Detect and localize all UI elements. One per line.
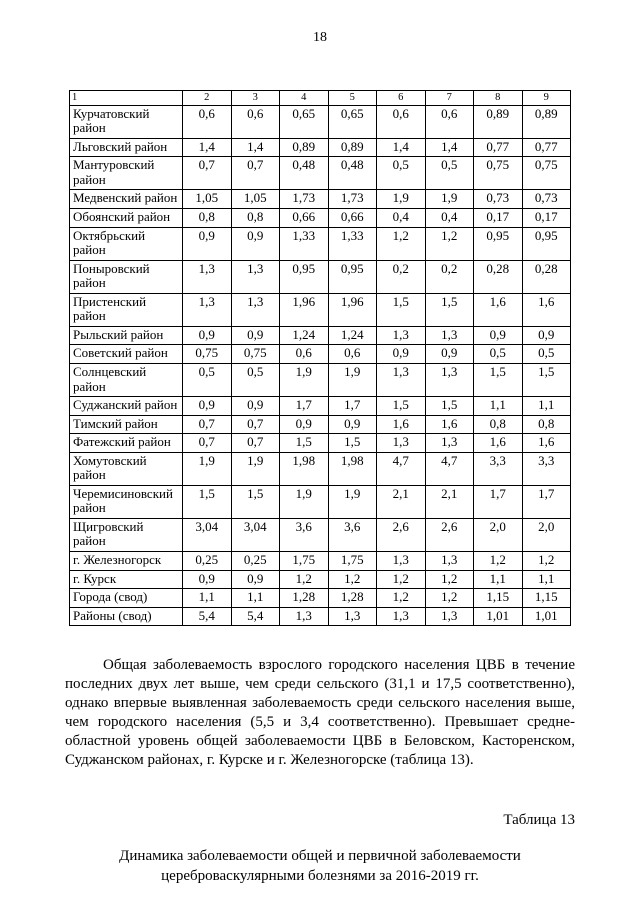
value-cell: 0,4 xyxy=(377,209,426,228)
value-cell: 0,4 xyxy=(425,209,474,228)
value-cell: 0,9 xyxy=(231,570,280,589)
value-cell: 0,7 xyxy=(231,434,280,453)
value-cell: 1,33 xyxy=(328,227,377,260)
table-row xyxy=(70,260,571,293)
value-cell: 0,5 xyxy=(183,363,232,396)
district-name-cell: Хомутовский район xyxy=(70,452,183,485)
value-cell: 0,8 xyxy=(474,415,523,434)
value-cell: 0,6 xyxy=(377,105,426,138)
value-cell: 1,2 xyxy=(377,589,426,608)
value-cell: 0,77 xyxy=(522,138,571,157)
value-cell: 1,1 xyxy=(522,397,571,416)
column-header: 1 xyxy=(70,91,183,106)
value-cell: 0,95 xyxy=(328,260,377,293)
value-cell: 0,8 xyxy=(231,209,280,228)
table-row xyxy=(70,105,571,138)
value-cell: 1,5 xyxy=(183,485,232,518)
value-cell: 1,6 xyxy=(425,415,474,434)
table-row xyxy=(70,345,571,364)
value-cell: 0,2 xyxy=(425,260,474,293)
value-cell: 0,28 xyxy=(522,260,571,293)
district-name-cell: Пристенский район xyxy=(70,293,183,326)
value-cell: 1,5 xyxy=(474,363,523,396)
column-header: 5 xyxy=(328,91,377,106)
value-cell: 0,9 xyxy=(425,345,474,364)
value-cell: 1,2 xyxy=(328,570,377,589)
value-cell: 1,2 xyxy=(280,570,329,589)
value-cell: 0,9 xyxy=(377,345,426,364)
value-cell: 1,3 xyxy=(231,260,280,293)
value-cell: 1,73 xyxy=(280,190,329,209)
statistics-table-body xyxy=(70,91,571,626)
value-cell: 0,9 xyxy=(183,397,232,416)
value-cell: 0,89 xyxy=(474,105,523,138)
value-cell: 1,9 xyxy=(280,363,329,396)
value-cell: 0,9 xyxy=(474,326,523,345)
district-name-cell: Щигровский район xyxy=(70,518,183,551)
value-cell: 1,3 xyxy=(425,434,474,453)
value-cell: 0,7 xyxy=(183,434,232,453)
statistics-table xyxy=(69,90,571,626)
value-cell: 1,5 xyxy=(328,434,377,453)
table13-label: Таблица 13 xyxy=(503,812,575,829)
value-cell: 1,3 xyxy=(377,434,426,453)
value-cell: 0,6 xyxy=(231,105,280,138)
value-cell: 1,2 xyxy=(425,227,474,260)
table-row xyxy=(70,434,571,453)
table-row xyxy=(70,326,571,345)
table-row xyxy=(70,138,571,157)
table-row xyxy=(70,397,571,416)
value-cell: 1,4 xyxy=(183,138,232,157)
value-cell: 0,25 xyxy=(231,551,280,570)
page-number: 18 xyxy=(313,30,327,45)
table-row xyxy=(70,570,571,589)
value-cell: 5,4 xyxy=(183,607,232,626)
value-cell: 1,6 xyxy=(474,293,523,326)
value-cell: 1,7 xyxy=(474,485,523,518)
value-cell: 3,3 xyxy=(474,452,523,485)
value-cell: 0,2 xyxy=(377,260,426,293)
value-cell: 0,73 xyxy=(474,190,523,209)
value-cell: 0,89 xyxy=(280,138,329,157)
value-cell: 1,5 xyxy=(522,363,571,396)
value-cell: 1,3 xyxy=(425,607,474,626)
value-cell: 5,4 xyxy=(231,607,280,626)
table-row xyxy=(70,190,571,209)
value-cell: 0,8 xyxy=(183,209,232,228)
value-cell: 3,04 xyxy=(183,518,232,551)
table-header-row xyxy=(70,91,571,106)
value-cell: 1,5 xyxy=(425,293,474,326)
district-name-cell: Льговский район xyxy=(70,138,183,157)
table-row xyxy=(70,209,571,228)
value-cell: 1,9 xyxy=(231,452,280,485)
value-cell: 1,9 xyxy=(377,190,426,209)
district-name-cell: Медвенский район xyxy=(70,190,183,209)
column-header: 6 xyxy=(377,91,426,106)
value-cell: 1,9 xyxy=(425,190,474,209)
value-cell: 1,01 xyxy=(474,607,523,626)
value-cell: 0,7 xyxy=(183,415,232,434)
table-row xyxy=(70,589,571,608)
value-cell: 0,48 xyxy=(328,157,377,190)
table-row xyxy=(70,293,571,326)
value-cell: 1,2 xyxy=(425,589,474,608)
value-cell: 0,5 xyxy=(231,363,280,396)
value-cell: 1,24 xyxy=(328,326,377,345)
value-cell: 0,17 xyxy=(474,209,523,228)
district-name-cell: Фатежский район xyxy=(70,434,183,453)
district-name-cell: г. Курск xyxy=(70,570,183,589)
value-cell: 1,9 xyxy=(328,363,377,396)
value-cell: 0,48 xyxy=(280,157,329,190)
body-paragraph: Общая заболеваемость взрослого городского населения ЦВБ в течение последних двух лет выше, чем среди сельского (31,1 и 17,5 соответственно), однако впервые выявленная заболеваемость среди сельского населения выше, чем городского населения (5,5 и 3,4 соответственно). Превышает средне-областной уровень общей заболеваемости ЦВБ в Беловском, Касторенском, Суджанском районах, г. Курске и г. Железногорске (таблица 13). xyxy=(65,657,575,769)
value-cell: 0,7 xyxy=(231,157,280,190)
value-cell: 1,3 xyxy=(231,293,280,326)
value-cell: 0,77 xyxy=(474,138,523,157)
district-name-cell: Города (свод) xyxy=(70,589,183,608)
value-cell: 1,2 xyxy=(425,570,474,589)
value-cell: 0,95 xyxy=(474,227,523,260)
value-cell: 0,9 xyxy=(183,570,232,589)
value-cell: 0,6 xyxy=(183,105,232,138)
value-cell: 0,6 xyxy=(425,105,474,138)
value-cell: 1,05 xyxy=(231,190,280,209)
value-cell: 0,75 xyxy=(183,345,232,364)
value-cell: 0,8 xyxy=(522,415,571,434)
value-cell: 0,9 xyxy=(183,227,232,260)
value-cell: 1,3 xyxy=(328,607,377,626)
value-cell: 2,6 xyxy=(377,518,426,551)
value-cell: 3,6 xyxy=(280,518,329,551)
column-header: 3 xyxy=(231,91,280,106)
value-cell: 0,66 xyxy=(328,209,377,228)
value-cell: 0,5 xyxy=(474,345,523,364)
value-cell: 0,9 xyxy=(522,326,571,345)
table-row xyxy=(70,518,571,551)
table-row xyxy=(70,157,571,190)
table-row xyxy=(70,415,571,434)
value-cell: 1,3 xyxy=(425,363,474,396)
value-cell: 3,3 xyxy=(522,452,571,485)
value-cell: 1,6 xyxy=(522,293,571,326)
value-cell: 1,2 xyxy=(522,551,571,570)
value-cell: 1,24 xyxy=(280,326,329,345)
value-cell: 0,9 xyxy=(231,326,280,345)
value-cell: 1,2 xyxy=(377,227,426,260)
value-cell: 0,5 xyxy=(425,157,474,190)
value-cell: 0,65 xyxy=(328,105,377,138)
value-cell: 1,15 xyxy=(474,589,523,608)
value-cell: 4,7 xyxy=(425,452,474,485)
value-cell: 0,28 xyxy=(474,260,523,293)
table-row xyxy=(70,485,571,518)
value-cell: 1,7 xyxy=(280,397,329,416)
value-cell: 1,1 xyxy=(522,570,571,589)
value-cell: 1,5 xyxy=(377,293,426,326)
table-row xyxy=(70,363,571,396)
value-cell: 0,75 xyxy=(522,157,571,190)
value-cell: 0,17 xyxy=(522,209,571,228)
value-cell: 1,9 xyxy=(328,485,377,518)
value-cell: 0,6 xyxy=(328,345,377,364)
value-cell: 1,73 xyxy=(328,190,377,209)
value-cell: 0,95 xyxy=(280,260,329,293)
value-cell: 0,25 xyxy=(183,551,232,570)
value-cell: 0,95 xyxy=(522,227,571,260)
value-cell: 1,98 xyxy=(280,452,329,485)
value-cell: 1,4 xyxy=(425,138,474,157)
value-cell: 1,9 xyxy=(280,485,329,518)
value-cell: 1,3 xyxy=(183,293,232,326)
value-cell: 1,5 xyxy=(231,485,280,518)
value-cell: 1,96 xyxy=(328,293,377,326)
district-name-cell: Черемисиновский район xyxy=(70,485,183,518)
district-name-cell: Солнцевский район xyxy=(70,363,183,396)
value-cell: 1,6 xyxy=(474,434,523,453)
value-cell: 1,75 xyxy=(280,551,329,570)
value-cell: 4,7 xyxy=(377,452,426,485)
table-row xyxy=(70,607,571,626)
value-cell: 1,9 xyxy=(183,452,232,485)
value-cell: 0,89 xyxy=(328,138,377,157)
district-name-cell: Суджанский район xyxy=(70,397,183,416)
value-cell: 1,4 xyxy=(377,138,426,157)
value-cell: 1,28 xyxy=(280,589,329,608)
value-cell: 1,3 xyxy=(377,326,426,345)
district-name-cell: Районы (свод) xyxy=(70,607,183,626)
value-cell: 0,66 xyxy=(280,209,329,228)
district-name-cell: Рыльский район xyxy=(70,326,183,345)
value-cell: 1,3 xyxy=(280,607,329,626)
value-cell: 0,9 xyxy=(183,326,232,345)
value-cell: 1,4 xyxy=(231,138,280,157)
column-header: 7 xyxy=(425,91,474,106)
value-cell: 0,89 xyxy=(522,105,571,138)
value-cell: 1,5 xyxy=(280,434,329,453)
district-name-cell: Октябрьский район xyxy=(70,227,183,260)
value-cell: 1,5 xyxy=(425,397,474,416)
value-cell: 1,2 xyxy=(377,570,426,589)
value-cell: 0,65 xyxy=(280,105,329,138)
value-cell: 1,1 xyxy=(474,570,523,589)
value-cell: 1,01 xyxy=(522,607,571,626)
value-cell: 0,9 xyxy=(328,415,377,434)
table-row xyxy=(70,452,571,485)
table-row xyxy=(70,551,571,570)
value-cell: 1,3 xyxy=(377,363,426,396)
value-cell: 1,98 xyxy=(328,452,377,485)
table-row xyxy=(70,227,571,260)
value-cell: 1,1 xyxy=(474,397,523,416)
value-cell: 0,6 xyxy=(280,345,329,364)
value-cell: 2,0 xyxy=(522,518,571,551)
value-cell: 1,28 xyxy=(328,589,377,608)
value-cell: 3,04 xyxy=(231,518,280,551)
value-cell: 2,1 xyxy=(377,485,426,518)
value-cell: 0,75 xyxy=(231,345,280,364)
value-cell: 1,5 xyxy=(377,397,426,416)
value-cell: 1,1 xyxy=(231,589,280,608)
district-name-cell: Поныровский район xyxy=(70,260,183,293)
value-cell: 1,15 xyxy=(522,589,571,608)
value-cell: 1,3 xyxy=(377,551,426,570)
value-cell: 0,9 xyxy=(231,397,280,416)
value-cell: 0,75 xyxy=(474,157,523,190)
district-name-cell: Обоянский район xyxy=(70,209,183,228)
column-header: 2 xyxy=(183,91,232,106)
value-cell: 1,1 xyxy=(183,589,232,608)
value-cell: 1,3 xyxy=(183,260,232,293)
column-header: 8 xyxy=(474,91,523,106)
value-cell: 2,0 xyxy=(474,518,523,551)
value-cell: 1,75 xyxy=(328,551,377,570)
value-cell: 1,6 xyxy=(377,415,426,434)
value-cell: 0,5 xyxy=(522,345,571,364)
value-cell: 1,96 xyxy=(280,293,329,326)
value-cell: 1,33 xyxy=(280,227,329,260)
district-name-cell: Тимский район xyxy=(70,415,183,434)
value-cell: 1,3 xyxy=(425,326,474,345)
value-cell: 1,3 xyxy=(425,551,474,570)
column-header: 9 xyxy=(522,91,571,106)
value-cell: 3,6 xyxy=(328,518,377,551)
value-cell: 1,05 xyxy=(183,190,232,209)
value-cell: 0,5 xyxy=(377,157,426,190)
value-cell: 0,9 xyxy=(280,415,329,434)
district-name-cell: Мантуровский район xyxy=(70,157,183,190)
value-cell: 2,6 xyxy=(425,518,474,551)
value-cell: 1,2 xyxy=(474,551,523,570)
district-name-cell: Курчатовский район xyxy=(70,105,183,138)
value-cell: 0,7 xyxy=(183,157,232,190)
value-cell: 1,3 xyxy=(377,607,426,626)
value-cell: 2,1 xyxy=(425,485,474,518)
district-name-cell: Советский район xyxy=(70,345,183,364)
value-cell: 0,9 xyxy=(231,227,280,260)
value-cell: 1,7 xyxy=(328,397,377,416)
table13-caption: Динамика заболеваемости общей и первичной заболеваемости цереброваскулярными болезнями за 2016-2019 гг. xyxy=(119,848,521,884)
value-cell: 0,7 xyxy=(231,415,280,434)
value-cell: 1,7 xyxy=(522,485,571,518)
district-name-cell: г. Железногорск xyxy=(70,551,183,570)
column-header: 4 xyxy=(280,91,329,106)
value-cell: 1,6 xyxy=(522,434,571,453)
value-cell: 0,73 xyxy=(522,190,571,209)
